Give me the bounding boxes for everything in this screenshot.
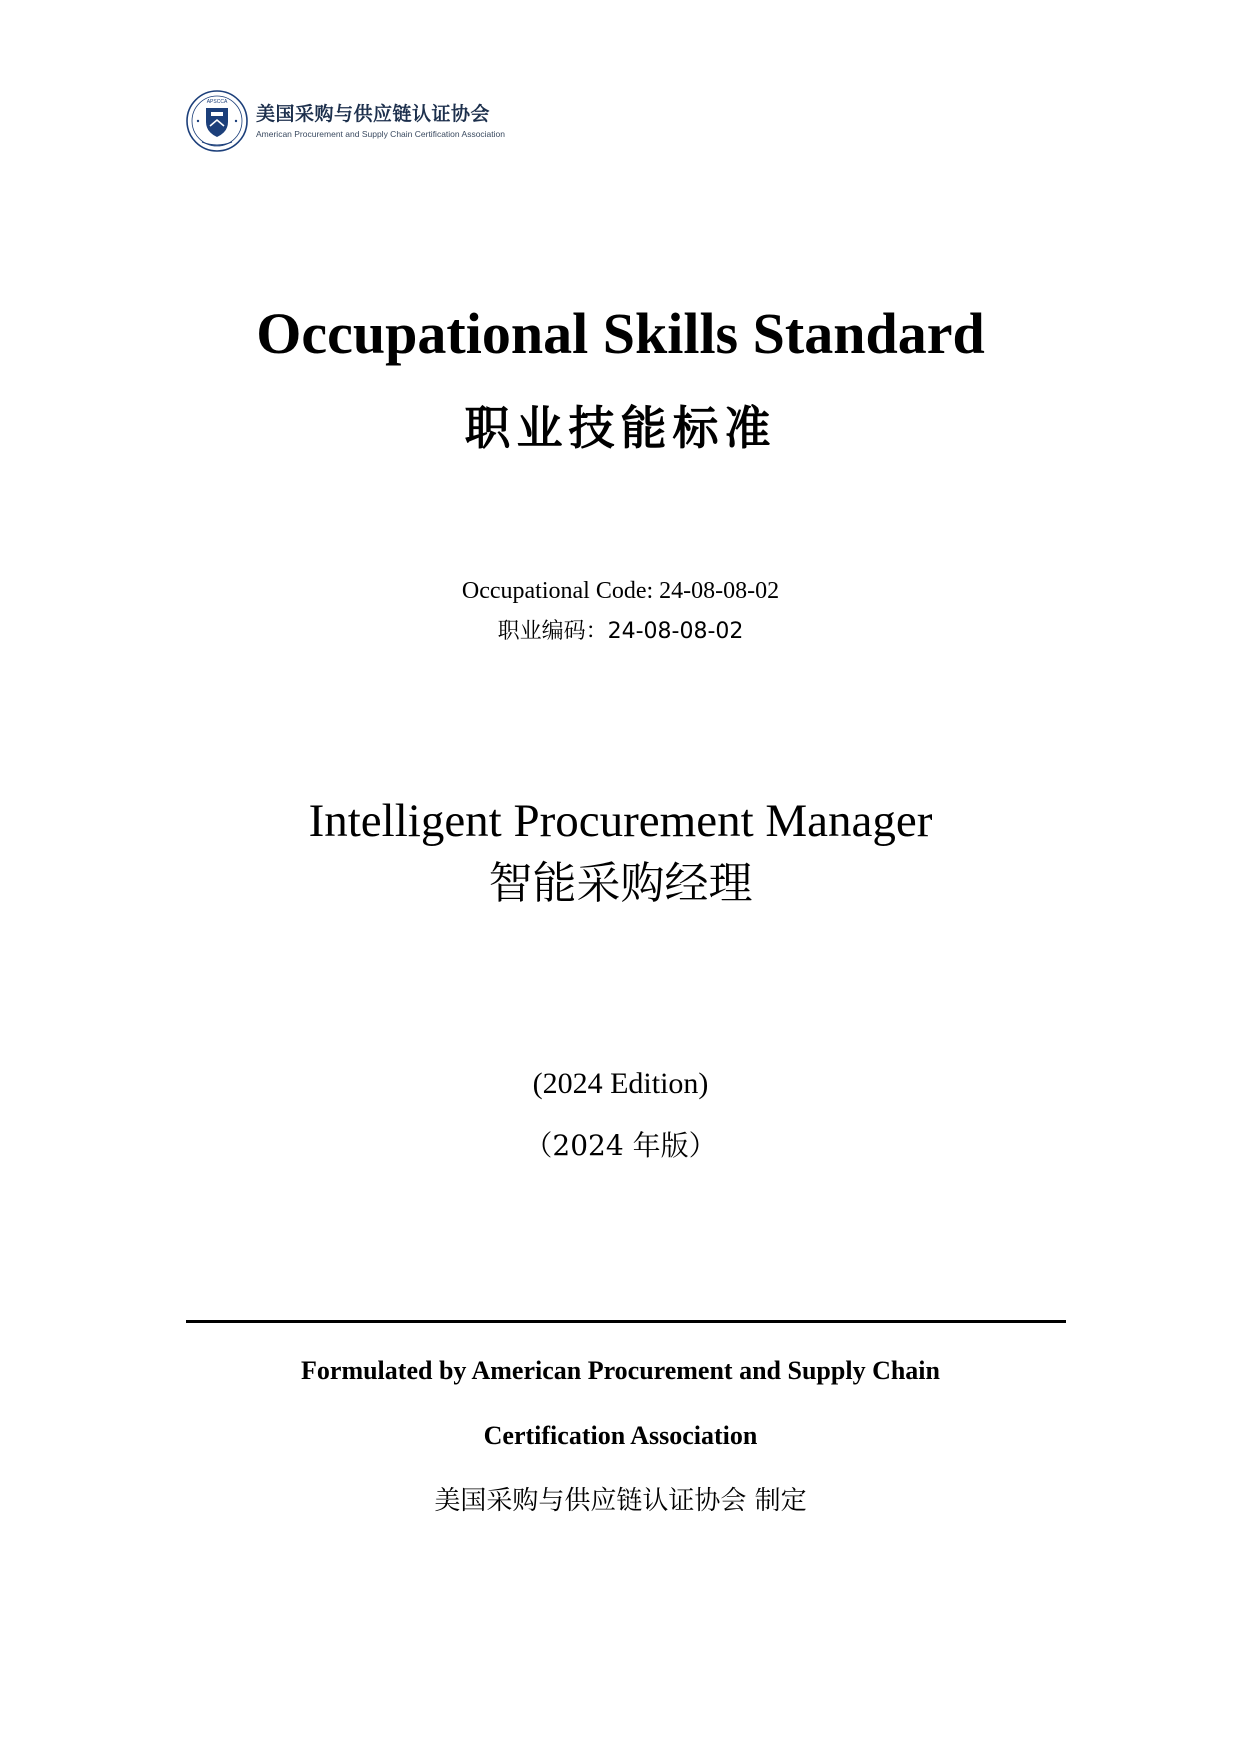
logo-org-name-en: American Procurement and Supply Chain Certification Association [256, 128, 505, 139]
occupational-code-cn: 职业编码：24-08-08-02 [497, 619, 744, 644]
document-title-en: Occupational Skills Standard [256, 301, 985, 366]
divider-line [186, 1320, 1066, 1323]
edition-en: (2024 Edition) [532, 1067, 709, 1100]
svg-text:APSCCA: APSCCA [206, 99, 228, 105]
edition-cn: （2024 年版） [524, 1129, 717, 1162]
logo-org-name-cn: 美国采购与供应链认证协会 [256, 103, 491, 126]
formulated-by-cn: 美国采购与供应链认证协会 制定 [434, 1486, 807, 1516]
occupation-name-en: Intelligent Procurement Manager [308, 795, 933, 847]
occupation-name-cn: 智能采购经理 [488, 858, 753, 909]
organization-logo [186, 90, 505, 152]
formulated-by-en-line2: Certification Association [483, 1421, 758, 1450]
formulated-by-en-line1: Formulated by American Procurement and Supply Chain [301, 1356, 940, 1385]
occupational-code-en: Occupational Code: 24-08-08-02 [461, 578, 780, 604]
shield-emblem-icon [186, 90, 248, 152]
document-title-cn: 职业技能标准 [464, 401, 777, 455]
